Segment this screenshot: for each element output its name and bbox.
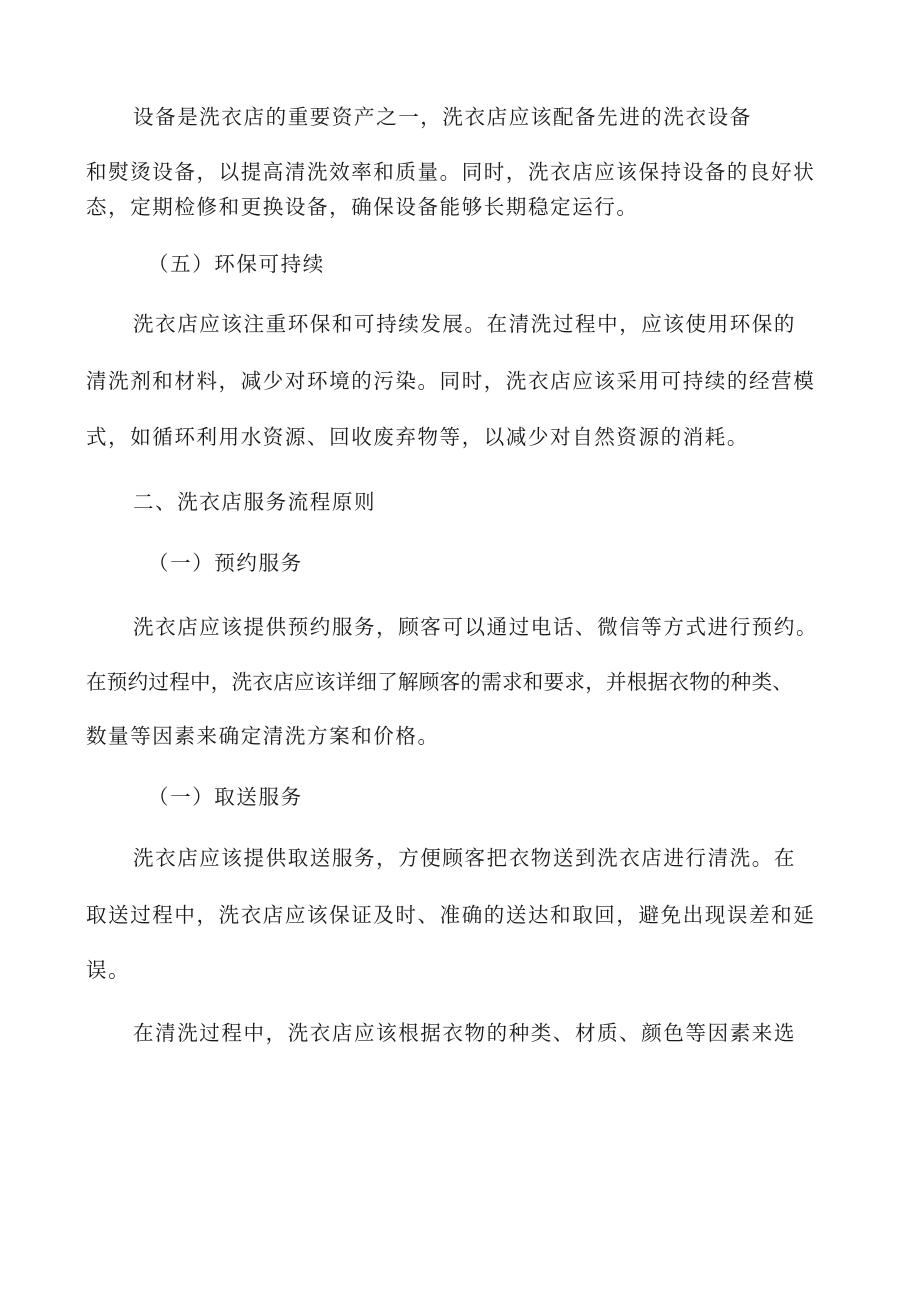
section-heading-eco-sustainable: （五）环保可持续 [148,252,325,276]
paragraph-pickup-line-2: 取送过程中，洗衣店应该保证及时、准确的送达和取回，避免出现误差和延 [86,903,816,927]
paragraph-eco-line-1: 洗衣店应该注重环保和可持续发展。在清洗过程中，应该使用环保的 [133,312,796,336]
paragraph-equipment-line-1: 设备是洗衣店的重要资产之一，洗衣店应该配备先进的洗衣设备 [133,105,752,129]
paragraph-pickup-line-3: 误。 [86,958,131,982]
paragraph-equipment-line-2: 和熨烫设备，以提高清洗效率和质量。同时，洗衣店应该保持设备的良好状 [86,160,816,184]
paragraph-washing-line-1: 在清洗过程中，洗衣店应该根据衣物的种类、材质、颜色等因素来选 [133,1021,796,1045]
chapter-heading-service-process: 二、洗衣店服务流程原则 [133,490,377,514]
paragraph-booking-line-1: 洗衣店应该提供预约服务，顾客可以通过电话、微信等方式进行预约。 [133,615,819,639]
section-heading-booking-service: （一）预约服务 [148,551,303,575]
paragraph-eco-line-2: 清洗剂和材料，减少对环境的污染。同时，洗衣店应该采用可持续的经营模 [86,369,816,393]
paragraph-pickup-line-1: 洗衣店应该提供取送服务，方便顾客把衣物送到洗衣店进行清洗。在 [133,846,796,870]
section-heading-pickup-delivery: （一）取送服务 [148,785,303,809]
paragraph-booking-line-3: 数量等因素来确定清洗方案和价格。 [86,724,440,748]
paragraph-equipment-line-3: 态，定期检修和更换设备，确保设备能够长期稳定运行。 [86,195,639,219]
paragraph-booking-line-2: 在预约过程中，洗衣店应该详细了解顾客的需求和要求，并根据衣物的种类、 [86,670,794,694]
paragraph-eco-line-3: 式，如循环利用水资源、回收废弃物等，以减少对自然资源的消耗。 [86,425,749,449]
